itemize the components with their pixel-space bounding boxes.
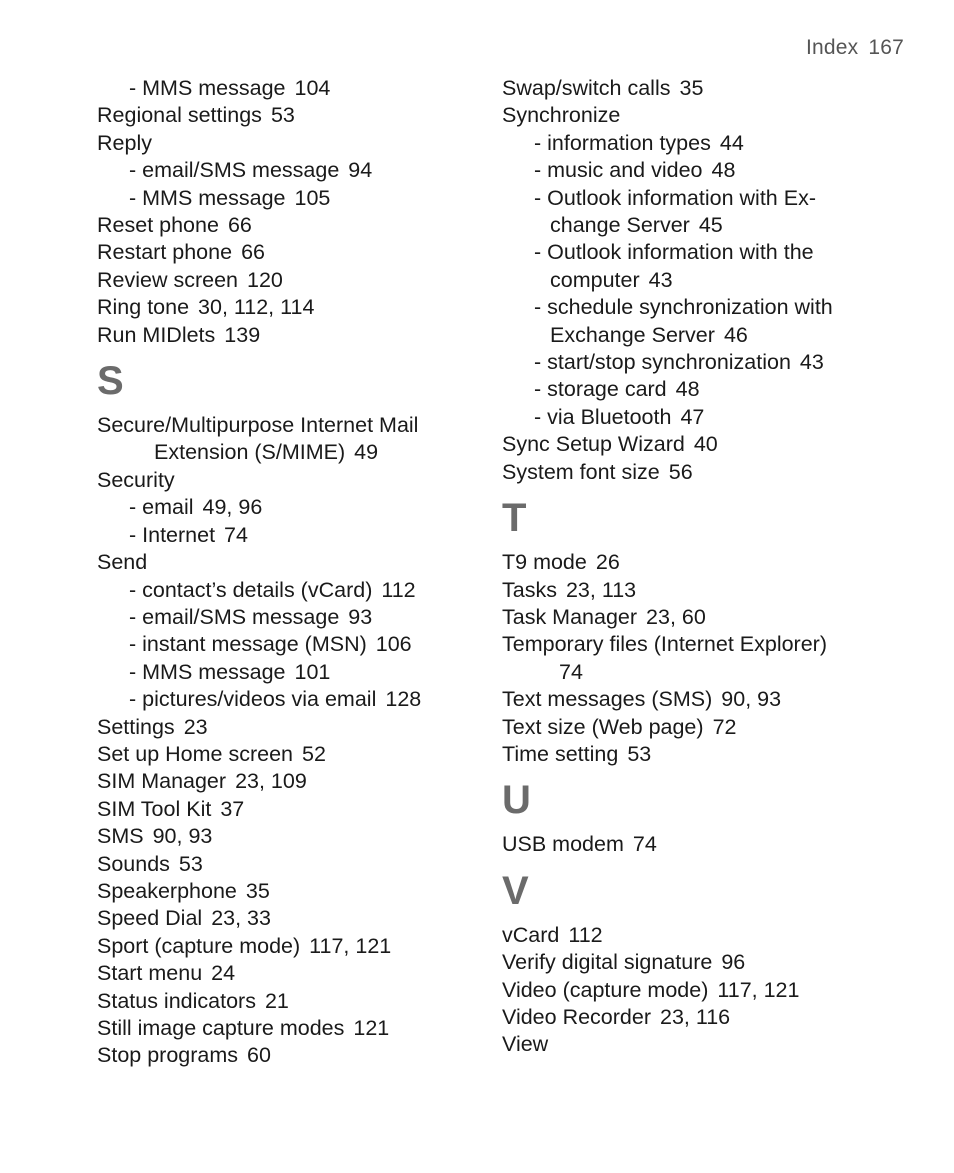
index-term: Sport (capture mode) xyxy=(97,933,301,958)
index-term: - schedule synchronization with xyxy=(534,295,833,320)
index-term: - via Bluetooth xyxy=(534,404,672,429)
index-column-right xyxy=(502,75,922,1059)
index-subentry-exchange-server xyxy=(502,322,922,349)
section-letter-u: U xyxy=(502,778,531,823)
index-subentry-schedule-synchronization-with xyxy=(502,294,922,321)
index-term: - email/SMS message xyxy=(129,158,340,183)
index-subentry-mms-message xyxy=(97,75,487,102)
index-term: vCard xyxy=(502,922,560,947)
index-entry-still-image-capture-modes xyxy=(97,1015,487,1042)
index-entry-system-font-size xyxy=(502,459,922,486)
index-entry-send xyxy=(97,549,487,576)
index-term: Status indicators xyxy=(97,988,256,1013)
index-entry-sounds xyxy=(97,851,487,878)
index-entry-tasks xyxy=(502,577,922,604)
page-reference: 35 xyxy=(245,878,270,903)
page-reference: 49 xyxy=(354,440,379,465)
page-reference: 93 xyxy=(348,604,373,629)
index-term: Still image capture modes xyxy=(97,1016,345,1040)
index-term: Start menu xyxy=(97,961,203,986)
index-subentry-outlook-information-with-the xyxy=(502,239,922,266)
index-term: Extension (S/MIME) xyxy=(154,440,346,465)
index-entry-reply xyxy=(97,130,487,157)
index-term: Video (capture mode) xyxy=(502,977,709,1002)
page-reference: 90, 93 xyxy=(152,824,213,849)
index-term: Sync Setup Wizard xyxy=(502,432,685,457)
index-entry-usb-modem xyxy=(502,831,922,858)
index-term: - storage card xyxy=(534,377,667,402)
index-subentry-computer xyxy=(502,267,922,294)
index-term: - MMS message xyxy=(129,185,286,210)
index-term: Sounds xyxy=(97,851,170,876)
index-subentry-information-types xyxy=(502,130,922,157)
index-term: Settings xyxy=(97,714,175,739)
index-term: - instant message (MSN) xyxy=(129,632,367,657)
page-reference: 120 xyxy=(247,267,283,292)
index-term: Text size (Web page) xyxy=(502,714,704,739)
index-term: - Internet xyxy=(129,522,216,547)
index-subentry-extension-s-mime xyxy=(97,439,487,466)
page-reference: 94 xyxy=(348,158,373,183)
index-entry-video-recorder xyxy=(502,1004,922,1031)
index-entry-video-capture-mode xyxy=(502,977,922,1004)
page-reference: 48 xyxy=(711,158,736,183)
index-entry-verify-digital-signature xyxy=(502,949,922,976)
page-reference: 35 xyxy=(679,76,704,100)
index-term: - Outlook information with the xyxy=(534,240,814,265)
page-reference: 112 xyxy=(381,577,416,602)
page-reference: 23, 113 xyxy=(565,577,637,602)
index-subentry-instant-message-msn xyxy=(97,631,487,658)
index-subentry-email-sms-message xyxy=(97,604,487,631)
index-term: SIM Manager xyxy=(97,769,227,794)
index-term: - email/SMS message xyxy=(129,604,340,629)
index-term: Restart phone xyxy=(97,240,233,265)
index-entry-restart-phone xyxy=(97,239,487,266)
page-reference: 106 xyxy=(375,632,412,657)
index-term: Review screen xyxy=(97,267,238,292)
page-reference: 96 xyxy=(721,950,746,975)
page-reference: 23, 33 xyxy=(211,906,271,931)
index-entry-ring-tone xyxy=(97,294,487,321)
index-entry-run-midlets xyxy=(97,322,487,349)
index-entry-time-setting xyxy=(502,741,922,768)
page-reference: 23 xyxy=(183,714,208,739)
index-term: Exchange Server xyxy=(550,322,715,347)
page-reference: 44 xyxy=(719,130,744,155)
index-entry-regional-settings xyxy=(97,102,487,129)
index-term: USB modem xyxy=(502,832,624,857)
index-subentry-pictures-videos-via-email xyxy=(97,686,487,713)
index-subentry-change-server xyxy=(502,212,922,239)
page-reference: 112 xyxy=(568,922,603,947)
index-term: - pictures/videos via email xyxy=(129,687,377,712)
page-header xyxy=(806,36,904,60)
page-reference: 43 xyxy=(648,267,673,292)
index-term: SIM Tool Kit xyxy=(97,796,212,821)
index-term: change Server xyxy=(550,213,690,238)
index-entry-reset-phone xyxy=(97,212,487,239)
page-reference: 128 xyxy=(385,687,422,712)
index-term: SMS xyxy=(97,824,144,849)
index-term: Run MIDlets xyxy=(97,322,216,347)
page-reference: 117, 121 xyxy=(309,933,392,958)
index-subentry-mms-message xyxy=(97,185,487,212)
index-term: Verify digital signature xyxy=(502,950,713,975)
page-reference: 139 xyxy=(224,322,261,347)
page-reference: 90, 93 xyxy=(721,687,782,712)
index-subentry-email xyxy=(97,494,487,521)
page-reference: 105 xyxy=(294,185,331,210)
index-subentry-74 xyxy=(502,659,922,686)
index-term: Security xyxy=(97,467,175,492)
index-entry-text-size-web-page xyxy=(502,714,922,741)
page-reference: 104 xyxy=(294,76,331,100)
index-entry-sport-capture-mode xyxy=(97,933,487,960)
index-entry-t9-mode xyxy=(502,549,922,576)
index-term: Reset phone xyxy=(97,213,219,238)
page-reference: 53 xyxy=(178,851,203,876)
index-entry-review-screen xyxy=(97,267,487,294)
index-term: - MMS message xyxy=(129,76,286,100)
index-entry-settings xyxy=(97,714,487,741)
index-term: - email xyxy=(129,495,194,520)
index-entry-synchronize xyxy=(502,102,922,129)
index-subentry-outlook-information-with-ex xyxy=(502,185,922,212)
page-reference: 121 xyxy=(353,1016,390,1040)
index-term: Regional settings xyxy=(97,103,262,128)
page-reference: 72 xyxy=(712,714,737,739)
index-entry-text-messages-sms xyxy=(502,686,922,713)
index-subentry-music-and-video xyxy=(502,157,922,184)
index-entry-sms xyxy=(97,823,487,850)
section-letter-v: V xyxy=(502,868,529,913)
index-subentry-mms-message xyxy=(97,659,487,686)
index-column-left xyxy=(97,75,487,1070)
page-reference: 23, 109 xyxy=(235,769,307,794)
index-term: View xyxy=(502,1032,549,1057)
index-entry-start-menu xyxy=(97,960,487,987)
index-term: - contact’s details (vCard) xyxy=(129,577,373,602)
index-subentry-contact-s-details-vcard xyxy=(97,577,487,604)
index-entry-stop-programs xyxy=(97,1042,487,1069)
page-reference: 37 xyxy=(220,796,245,821)
index-subentry-start-stop-synchronization xyxy=(502,349,922,376)
index-term: Secure/Multipurpose Internet Mail xyxy=(97,413,419,438)
index-subentry-internet xyxy=(97,522,487,549)
page-reference: 21 xyxy=(264,988,289,1013)
index-entry-security xyxy=(97,467,487,494)
index-term: 74 xyxy=(559,659,583,684)
index-term: Tasks xyxy=(502,577,557,602)
section-letter-t: T xyxy=(502,496,527,541)
index-term: Synchronize xyxy=(502,103,621,128)
page-reference: 47 xyxy=(680,404,705,429)
index-term: Send xyxy=(97,550,148,575)
index-entry-sim-tool-kit xyxy=(97,796,487,823)
page-reference: 74 xyxy=(224,522,248,547)
index-entry-sync-setup-wizard xyxy=(502,431,922,458)
page-reference: 66 xyxy=(241,240,265,265)
index-term: Time setting xyxy=(502,741,619,766)
page-reference: 30, 112, 114 xyxy=(198,295,315,320)
index-term: Text messages (SMS) xyxy=(502,687,713,712)
page-reference: 24 xyxy=(211,961,236,986)
header-section-title: Index xyxy=(805,36,859,59)
page-reference: 26 xyxy=(595,550,620,575)
index-entry-view xyxy=(502,1031,922,1058)
index-term: Video Recorder xyxy=(502,1004,651,1029)
index-entry-speed-dial xyxy=(97,905,487,932)
page-reference: 53 xyxy=(627,741,652,766)
page-number: 167 xyxy=(868,36,904,59)
page-reference: 46 xyxy=(723,322,748,347)
page-reference: 52 xyxy=(302,741,326,766)
page-reference: 60 xyxy=(247,1043,271,1068)
index-entry-vcard xyxy=(502,922,922,949)
page-reference: 43 xyxy=(799,350,824,375)
index-term: Speakerphone xyxy=(97,878,237,903)
page-reference: 49, 96 xyxy=(202,495,263,520)
index-subentry-email-sms-message xyxy=(97,157,487,184)
page-reference: 23, 116 xyxy=(660,1004,731,1029)
page-reference: 45 xyxy=(698,213,723,238)
index-term: Ring tone xyxy=(97,295,190,320)
page-reference: 74 xyxy=(632,832,657,857)
index-term: Task Manager xyxy=(502,604,638,629)
index-term: - information types xyxy=(534,130,711,155)
page-reference: 48 xyxy=(675,377,700,402)
page-reference: 56 xyxy=(668,459,693,484)
page-reference: 40 xyxy=(693,432,718,457)
index-term: System font size xyxy=(502,459,660,484)
index-entry-sim-manager xyxy=(97,768,487,795)
index-entry-task-manager xyxy=(502,604,922,631)
page-reference: 23, 60 xyxy=(646,604,706,629)
index-entry-temporary-files-internet-explorer xyxy=(502,631,922,658)
index-term: - Outlook information with Ex- xyxy=(534,185,816,210)
page-reference: 66 xyxy=(227,213,252,238)
index-term: - MMS message xyxy=(129,659,286,684)
index-subentry-via-bluetooth xyxy=(502,404,922,431)
index-entry-status-indicators xyxy=(97,988,487,1015)
index-term: Set up Home screen xyxy=(97,741,293,766)
index-term: Stop programs xyxy=(97,1043,239,1068)
index-term: T9 mode xyxy=(502,550,587,575)
index-entry-set-up-home-screen xyxy=(97,741,487,768)
page-reference: 117, 121 xyxy=(717,977,800,1002)
index-entry-secure-multipurpose-internet-mail xyxy=(97,412,487,439)
index-term: Swap/switch calls xyxy=(502,76,671,100)
index-term: Temporary files (Internet Explorer) xyxy=(502,632,827,657)
index-entry-speakerphone xyxy=(97,878,487,905)
page-reference: 53 xyxy=(270,103,295,128)
index-subentry-storage-card xyxy=(502,376,922,403)
section-letter-s: S xyxy=(97,359,124,404)
index-term: Reply xyxy=(97,130,152,155)
index-term: - music and video xyxy=(534,158,703,183)
page-reference: 101 xyxy=(294,659,331,684)
index-term: Speed Dial xyxy=(97,906,203,931)
index-entry-swap-switch-calls xyxy=(502,75,922,102)
index-term: computer xyxy=(550,267,640,292)
index-term: - start/stop synchronization xyxy=(534,350,791,375)
